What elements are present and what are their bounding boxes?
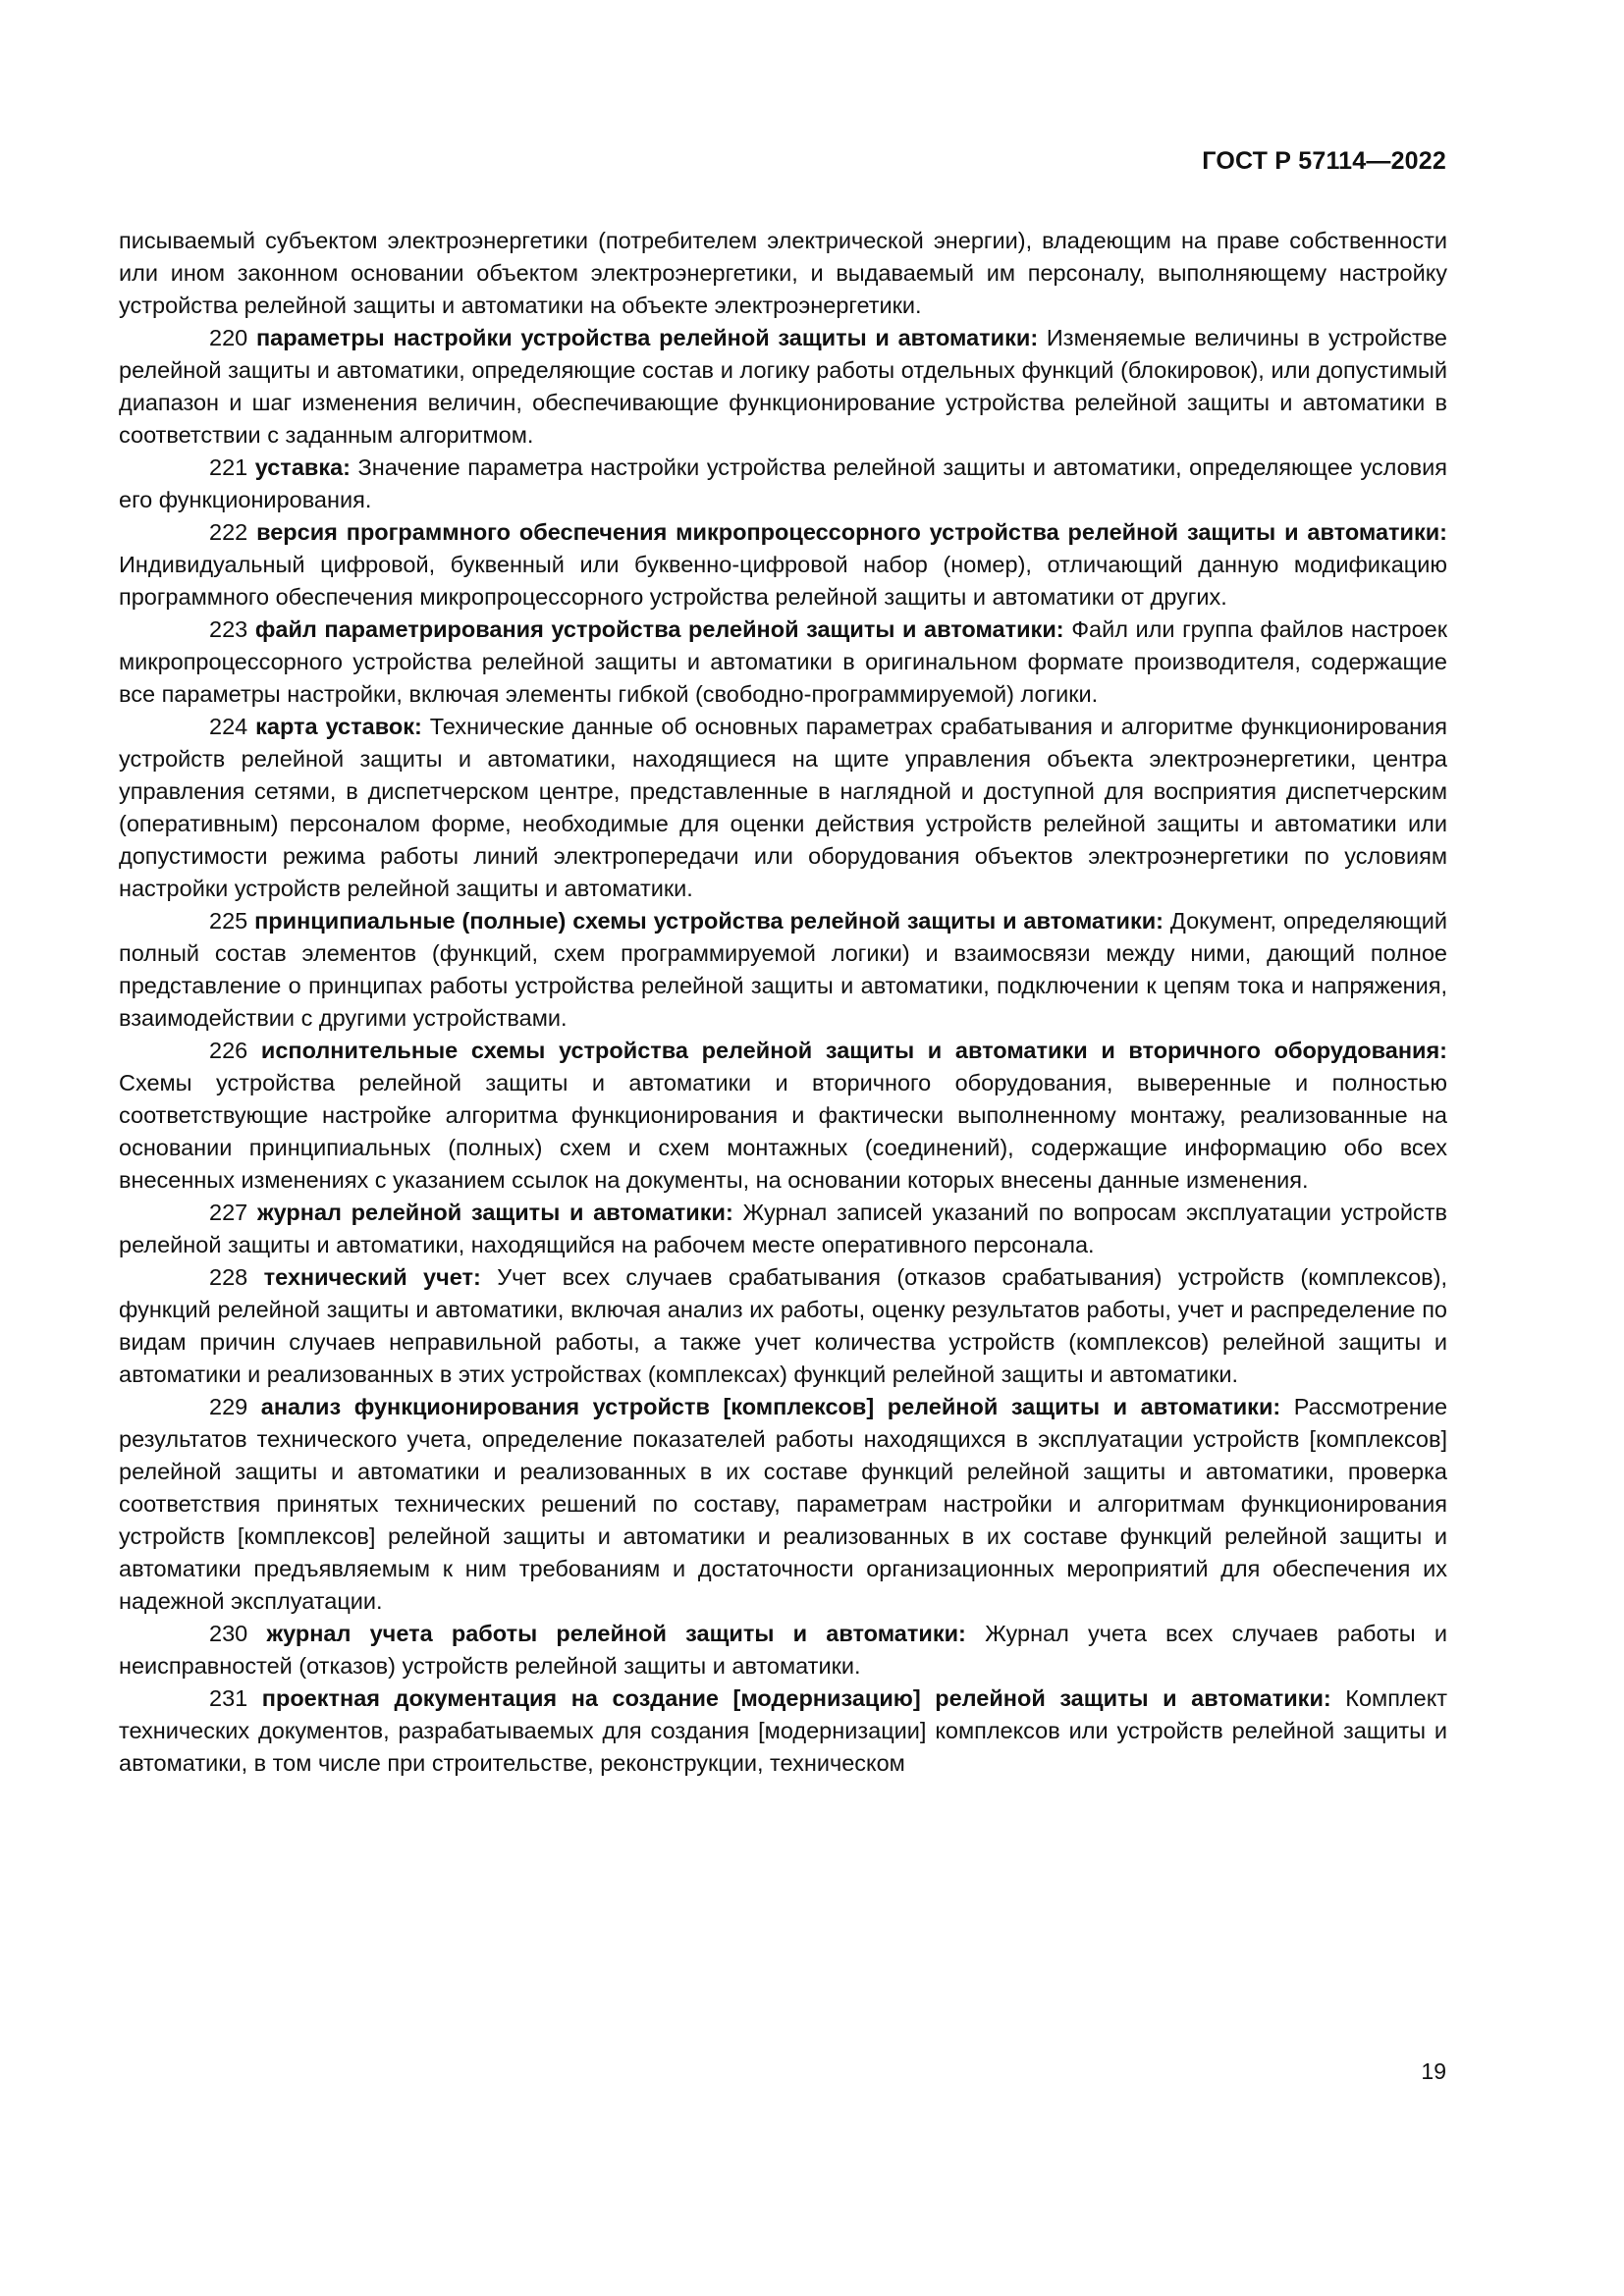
- term-entry-230: [119, 1618, 1447, 1682]
- term-entry-228: [119, 1261, 1447, 1391]
- entry-term: проектная документация на создание [модернизацию] релейной защиты и автоматики:: [261, 1685, 1331, 1711]
- entry-number: 227: [209, 1200, 248, 1225]
- term-entry-224: [119, 711, 1447, 905]
- entry-number: 225: [209, 908, 248, 934]
- entry-term: технический учет:: [263, 1264, 481, 1290]
- term-entry-229: [119, 1391, 1447, 1618]
- entry-term: параметры настройки устройства релейной защиты и автоматики:: [255, 325, 1039, 350]
- entry-number: 230: [209, 1621, 248, 1646]
- entry-number: 224: [209, 714, 248, 739]
- entry-term: исполнительные схемы устройства релейной защиты и автоматики и вторичного оборудования:: [260, 1038, 1447, 1063]
- entry-definition: Файл или группа файлов настроек микропроцессорного устройства релейной защиты и автоматики в оригинальном формате производителя, содержащие все параметры настройки, включая элементы гибкой (свободно-программируемой) логики.: [119, 616, 1448, 707]
- entry-definition: Документ, определяющий полный состав элементов (функций, схем программируемой логики) и взаимосвязи между ними, дающий полное представление о принципах работы устройства релейной защиты и автоматики, подключении к цепям тока и напряжения, взаимодействии с другими устройствами.: [119, 908, 1448, 1031]
- term-entry-226: [119, 1035, 1447, 1197]
- entry-term: карта уставок:: [255, 714, 422, 739]
- entry-term: принципиальные (полные) схемы устройства релейной защиты и автоматики:: [254, 908, 1164, 934]
- entry-term: анализ функционирования устройств [комплексов] релейной защиты и автоматики:: [260, 1394, 1281, 1419]
- entry-term: журнал учета работы релейной защиты и автоматики:: [266, 1621, 966, 1646]
- entry-definition: Индивидуальный цифровой, буквенный или буквенно-цифровой набор (номер), отличающий данную модификацию программного обеспечения микропроцессорного устройства релейной защиты и автоматики от других.: [119, 552, 1447, 610]
- entry-definition: Рассмотрение результатов технического учета, определение показателей работы находящихся в эксплуатации устройств [комплексов] релейной защиты и автоматики и реализованных в их составе функций релейной защиты и автоматики, проверка соответствия принятых технических решений по составу, параметрам настройки и алгоритмам функционирования устройств [комплексов] релейной защиты и автоматики и реализованных в их составе функций релейной защиты и автоматики предъявляемым к ним требованиям и достаточности организационных мероприятий для обеспечения их надежной эксплуатации.: [119, 1394, 1448, 1614]
- term-entry-223: [119, 614, 1447, 711]
- document-body: [119, 225, 1447, 1780]
- term-entry-222: [119, 516, 1447, 614]
- entry-number: 223: [209, 616, 248, 642]
- entry-definition: Схемы устройства релейной защиты и автоматики и вторичного оборудования, выверенные и полностью соответствующие настройке алгоритма функционирования и фактически выполненному монтажу, реализованные на основании принципиальных (полных) схем и схем монтажных (соединений), содержащие информацию обо всех внесенных изменениях с указанием ссылок на документы, на основании которых внесены данные изменения.: [119, 1070, 1447, 1193]
- entry-definition: Комплект технических документов, разрабатываемых для создания [модернизации] комплексов или устройств релейной защиты и автоматики, в том числе при строительстве, реконструкции, техническом: [119, 1685, 1448, 1776]
- entry-number: 231: [209, 1685, 248, 1711]
- entry-number: 226: [209, 1038, 248, 1063]
- entry-definition: Журнал учета всех случаев работы и неисправностей (отказов) устройств релейной защиты и автоматики.: [119, 1621, 1448, 1679]
- entry-definition: Учет всех случаев срабатывания (отказов срабатывания) устройств (комплексов), функций релейной защиты и автоматики, включая анализ их работы, оценку результатов работы, учет и распределение по видам причин случаев неправильной работы, а также учет количества устройств (комплексов) релейной защиты и автоматики и реализованных в этих устройствах (комплексах) функций релейной защиты и автоматики.: [119, 1264, 1448, 1387]
- entry-number: 229: [209, 1394, 248, 1419]
- entry-term: версия программного обеспечения микропроцессорного устройства релейной защиты и автоматики:: [256, 519, 1448, 545]
- entry-definition: Журнал записей указаний по вопросам эксплуатации устройств релейной защиты и автоматики, находящийся на рабочем месте оперативного персонала.: [119, 1200, 1448, 1257]
- term-entry-227: [119, 1197, 1447, 1261]
- entry-number: 228: [209, 1264, 248, 1290]
- entry-term: уставка:: [254, 454, 351, 480]
- entry-number: 221: [209, 454, 248, 480]
- entry-term: файл параметрирования устройства релейной защиты и автоматики:: [254, 616, 1064, 642]
- entry-definition: Изменяемые величины в устройстве релейной защиты и автоматики, определяющие состав и логику работы отдельных функций (блокировок), или допустимый диапазон и шаг изменения величин, обеспечивающие функционирование устройства релейной защиты и автоматики в соответствии с заданным алгоритмом.: [119, 325, 1448, 448]
- term-entry-221: [119, 452, 1447, 516]
- document-standard-code: ГОСТ Р 57114—2022: [1202, 147, 1446, 175]
- entry-term: журнал релейной защиты и автоматики:: [256, 1200, 733, 1225]
- entry-number: 222: [209, 519, 248, 545]
- page-number: 19: [1421, 2058, 1446, 2084]
- term-entry-220: [119, 322, 1447, 452]
- term-entry-225: [119, 905, 1447, 1035]
- entry-definition: Значение параметра настройки устройства релейной защиты и автоматики, определяющее условия его функционирования.: [119, 454, 1448, 512]
- term-entry-231: [119, 1682, 1447, 1780]
- entry-number: 220: [209, 325, 248, 350]
- continuation-paragraph: писываемый субъектом электроэнергетики (потребителем электрической энергии), владеющим на праве собственности или ином законном основании объектом электроэнергетики, и выдаваемый им персоналу, выполняющему настройку устройства релейной защиты и автоматики на объекте электроэнергетики.: [119, 228, 1447, 318]
- entry-definition: Технические данные об основных параметрах срабатывания и алгоритме функционирования устройств релейной защиты и автоматики, находящиеся на щите управления объекта электроэнергетики, центра управления сетями, в диспетчерском центре, представленные в наглядной и доступной для восприятия диспетчерским (оперативным) персоналом форме, необходимые для оценки действия устройств релейной защиты и автоматики или допустимости режима работы линий электропередачи или оборудования объектов электроэнергетики по условиям настройки устройств релейной защиты и автоматики.: [119, 714, 1448, 901]
